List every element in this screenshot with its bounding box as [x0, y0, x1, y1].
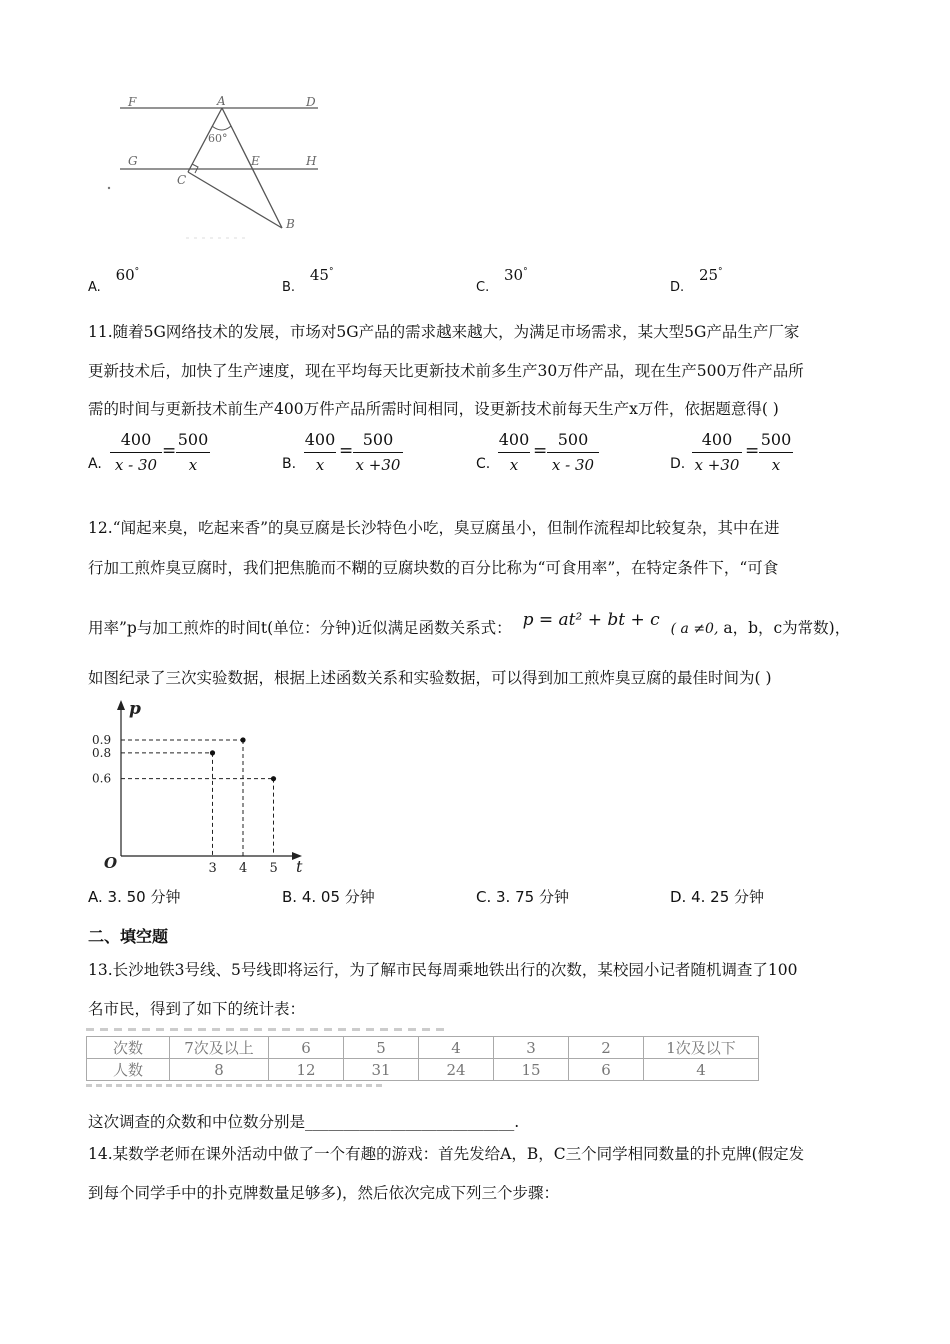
option-letter: B. — [282, 456, 297, 472]
numerator: 400 — [498, 430, 530, 449]
fraction-right — [353, 430, 403, 475]
label-E: E — [251, 154, 260, 168]
q10-option-b — [282, 266, 334, 295]
table-cell: 12 — [269, 1059, 344, 1081]
q13-line-1: 13.长沙地铁3号线、5号线即将运行，为了解市民每周乘地铁出行的次数，某校园小记者随机调查了100 — [88, 961, 798, 979]
statistics-table — [86, 1036, 759, 1081]
q12-line-4: 如图纪录了三次实验数据，根据上述函数关系和实验数据，可以得到加工煎炸臭豆腐的最佳时间为( ) — [88, 669, 772, 687]
data-point — [240, 737, 245, 742]
denominator: x - 30 — [551, 456, 595, 474]
denominator: x - 30 — [114, 456, 158, 474]
denominator: x — [771, 456, 781, 474]
denominator: x — [509, 456, 519, 474]
option-letter: B. — [282, 280, 296, 295]
q11-line-2: 更新技术后，加快了生产速度，现在平均每天比更新技术前多生产30万件产品，现在生产500万件产品所 — [88, 362, 804, 380]
table-top-noise — [86, 1028, 446, 1031]
x-tick-label: 4 — [239, 861, 248, 876]
denominator: x +30 — [694, 456, 740, 474]
label-angle-60: 60° — [208, 132, 228, 145]
q11-line-1: 11.随着5G网络技术的发展，市场对5G产品的需求越来越大，为满足市场需求，某大型5G产品生产厂家 — [88, 323, 800, 341]
option-value: 25 — [698, 266, 719, 284]
numerator: 500 — [177, 430, 209, 449]
numerator: 500 — [362, 430, 394, 449]
fraction-right — [176, 430, 210, 475]
q12-chart — [90, 696, 320, 880]
y-tick-label: 0.8 — [92, 745, 112, 760]
fraction-right — [759, 430, 793, 475]
table-cell: 3 — [494, 1037, 569, 1059]
option-letter: A. — [88, 280, 101, 295]
y-axis-label: p — [129, 699, 141, 719]
label-D: D — [306, 95, 316, 109]
option-value: 60 — [115, 266, 135, 284]
numerator: 500 — [557, 430, 589, 449]
q10-option-d — [670, 266, 723, 295]
label-B: B — [286, 217, 295, 231]
y-tick-label: 0.6 — [92, 771, 112, 786]
q10-option-c — [476, 266, 528, 295]
label-H: H — [306, 154, 317, 168]
degree-mark: ° — [328, 267, 334, 277]
x-axis-label: t — [296, 857, 303, 876]
denominator: x — [315, 456, 325, 474]
q13-line-2: 名市民，得到了如下的统计表： — [88, 1000, 306, 1018]
table-cell: 2 — [569, 1037, 644, 1059]
denominator: x +30 — [355, 456, 401, 474]
q14-line-2: 到每个同学手中的扑克牌数量足够多)，然后依次完成下列三个步骤： — [88, 1184, 560, 1202]
y-axis-arrow — [117, 700, 125, 710]
label-A: A — [217, 94, 226, 108]
table-row — [87, 1059, 759, 1081]
q12-line-3 — [88, 610, 851, 638]
q12-line-2: 行加工煎炸臭豆腐时，我们把焦脆而不糊的豆腐块数的百分比称为“可食用率”，在特定条件下，“可食 — [88, 559, 779, 577]
q13-answer-line: 这次调查的众数和中位数分别是___________________________. — [88, 1113, 520, 1131]
table-cell: 31 — [344, 1059, 419, 1081]
q12-formula: p = at² + bt + c — [522, 610, 660, 630]
numerator: 400 — [701, 430, 733, 449]
q12-constants-note: a，b，c为常数)， — [718, 619, 851, 637]
data-point — [210, 750, 215, 755]
table-cell: 7次及以上 — [170, 1037, 269, 1059]
degree-mark: ° — [523, 267, 528, 277]
option-letter: D. — [670, 456, 686, 472]
numerator: 400 — [304, 430, 336, 449]
q12-option-b: B. 4. 05 分钟 — [282, 888, 375, 906]
equals-sign: = — [162, 441, 177, 461]
origin-label: O — [104, 854, 118, 872]
option-value: 30 — [504, 266, 524, 284]
table-cell: 5 — [344, 1037, 419, 1059]
q12-line-1: 12.“闻起来臭，吃起来香”的臭豆腐是长沙特色小吃，臭豆腐虽小，但制作流程却比较复杂，其中在进 — [88, 519, 780, 537]
numerator: 500 — [760, 430, 792, 449]
table-cell: 4 — [419, 1037, 494, 1059]
data-point — [271, 776, 276, 781]
q11-line-3: 需的时间与更新技术前生产400万件产品所需时间相同，设更新技术前每天生产x万件，依据题意得( ) — [88, 400, 779, 418]
label-F: F — [128, 95, 137, 109]
option-value: 45 — [309, 266, 329, 284]
equals-sign: = — [745, 441, 760, 461]
denominator: x — [188, 456, 198, 474]
table-row — [87, 1037, 759, 1059]
label-G: G — [128, 154, 138, 168]
table-cell: 8 — [170, 1059, 269, 1081]
fraction-left — [110, 430, 162, 475]
fraction-right — [547, 430, 599, 475]
table-cell: 15 — [494, 1059, 569, 1081]
x-tick-label: 3 — [208, 861, 217, 876]
table-cell: 24 — [419, 1059, 494, 1081]
q10-option-a — [88, 266, 140, 295]
table-cell: 次数 — [87, 1037, 170, 1059]
table-cell: 4 — [644, 1059, 759, 1081]
option-letter: C. — [476, 280, 490, 295]
table-cell: 6 — [569, 1059, 644, 1081]
fraction-left — [304, 430, 336, 475]
y-tick-label: 0.9 — [92, 733, 112, 747]
equals-sign: = — [533, 441, 548, 461]
fraction-left — [692, 430, 742, 475]
table-cell: 人数 — [87, 1059, 170, 1081]
q12-option-d: D. 4. 25 分钟 — [670, 888, 765, 906]
q12-condition: ( a ≠0, — [670, 621, 719, 637]
section-heading-fill-in: 二、填空题 — [88, 927, 169, 946]
fraction-left — [498, 430, 530, 475]
table-cell: 6 — [269, 1037, 344, 1059]
option-letter: C. — [476, 456, 491, 472]
degree-mark: ° — [134, 267, 140, 277]
option-letter: D. — [670, 280, 685, 295]
q12-line-3-text: 用率”p与加工煎炸的时间t(单位：分钟)近似满足函数关系式： — [88, 619, 512, 637]
numerator: 400 — [120, 430, 152, 449]
q14-line-1: 14.某数学老师在课外活动中做了一个有趣的游戏：首先发给A，B，C三个同学相同数量的扑克牌(假定发 — [88, 1145, 805, 1163]
option-letter: A. — [88, 456, 102, 472]
equals-sign: = — [339, 441, 354, 461]
table-cell: 1次及以下 — [644, 1037, 759, 1059]
q12-option-a: A. 3. 50 分钟 — [88, 888, 181, 906]
table-bottom-noise — [86, 1084, 386, 1087]
label-C: C — [177, 173, 187, 187]
q10-geometry-figure — [100, 92, 330, 252]
degree-mark: ° — [718, 267, 723, 277]
x-tick-label: 5 — [269, 861, 278, 876]
q12-option-c: C. 3. 75 分钟 — [476, 888, 569, 906]
